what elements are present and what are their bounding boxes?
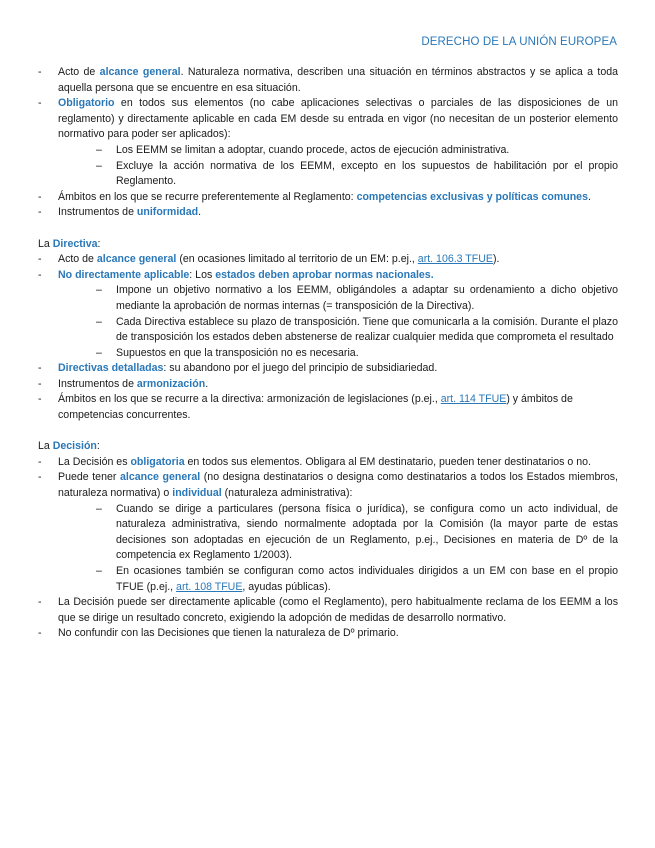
link-art-114-tfue[interactable]: art. 114 TFUE <box>440 393 507 406</box>
list-item: - No directamente aplicable: Los estados deben aprobar normas nacionales. – Impone un objetivo normativo a los EEMM, obligándoles a adaptar su ordenamiento a dicho objetivo mediante la aprobación de normas internas (= transposición de la Directiva). – Cada Directiva establece su plazo de transposición. Tiene que comunicarla a la comisión. Durante el plazo de transposición los estados deben abstenerse de realizar cualquier medida que comprometa el resultado – Supuestos en que la transposición no es necesaria. <box>38 268 618 362</box>
document-body <box>38 65 618 642</box>
sub-list <box>38 143 618 190</box>
list-item: - Ámbitos en los que se recurre a la directiva: armonización de legislaciones (p.ej., art. 114 TFUE) y ámbitos de competencias concurrentes. <box>38 392 618 423</box>
list-item: - Acto de alcance general. Naturaleza normativa, describen una situación en términos abstractos y se aplica a toda aquella persona que se encuentre en esa situación. <box>38 65 618 96</box>
list-item: - La Decisión puede ser directamente aplicable (como el Reglamento), pero habitualmente reclama de los EEMM a los que se dirige un resultado concreto, exigiendo la adopción de medidas de desarrollo normativo. <box>38 595 618 626</box>
link-art-108-tfue[interactable]: art. 108 TFUE <box>176 580 243 593</box>
decision-list <box>38 455 618 642</box>
page-header-title: DERECHO DE LA UNIÓN EUROPEA <box>421 36 617 48</box>
list-item: - Acto de alcance general (en ocasiones limitado al territorio de un EM: p.ej., art. 106.3 TFUE). <box>38 252 618 268</box>
section-title-decision: La Decisión: <box>38 440 100 453</box>
section-title-directiva: La Directiva: <box>38 237 101 250</box>
list-item: - Instrumentos de armonización. <box>38 377 618 393</box>
sub-list <box>38 283 618 361</box>
directiva-list <box>38 252 618 424</box>
list-item: - Puede tener alcance general (no designa destinatarios o designa como destinatarios a todos los Estados miembros, naturaleza normativa) o individual (naturaleza administrativa): – Cuando se dirige a particulares (persona física o jurídica), se configura como un acto individual, de naturaleza administrativa, siendo normalmente adoptada por la Comisión (la mayor parte de estas decisiones son adoptadas en ejecución de un Reglamento, p.ej., Decisiones en materia de Dº de la competencia ex Reglamento 1/2003). – En ocasiones también se configuran como actos individuales dirigidos a un EM con base en el propio TFUE (p.ej., art. 108 TFUE, ayudas públicas). <box>38 470 618 595</box>
list-item: - Instrumentos de uniformidad. <box>38 205 618 221</box>
list-item: - Obligatorio en todos sus elementos (no cabe aplicaciones selectivas o parciales de las disposiciones de un reglamento) y directamente aplicable en cada EM desde su entrada en vigor (no necesitan de un posterior elemento normativo para poder ser aplicados): – Los EEMM se limitan a adoptar, cuando procede, actos de ejecución administrativa. – Excluye la acción normativa de los EEMM, excepto en los supuestos de habilitación por el propio Reglamento. <box>38 96 618 190</box>
sub-list-item: – Cada Directiva establece su plazo de transposición. Tiene que comunicarla a la comisión. Durante el plazo de transposición los estados deben abstenerse de realizar cualquier medida que comprometa el resultado <box>96 315 618 346</box>
link-art-106-3-tfue[interactable]: art. 106.3 TFUE <box>417 253 493 266</box>
reglamento-list <box>38 65 618 221</box>
sub-list <box>38 502 618 596</box>
list-item: - No confundir con las Decisiones que tienen la naturaleza de Dº primario. <box>38 626 618 642</box>
list-item: - Directivas detalladas: su abandono por el juego del principio de subsidiariedad. <box>38 361 618 377</box>
list-item: - Ámbitos en los que se recurre preferentemente al Reglamento: competencias exclusivas y políticas comunes. <box>38 190 618 206</box>
sub-list-item: – En ocasiones también se configuran como actos individuales dirigidos a un EM con base en el propio TFUE (p.ej., art. 108 TFUE, ayudas públicas). <box>96 564 618 595</box>
sub-list-item: – Supuestos en que la transposición no es necesaria. <box>96 346 618 362</box>
sub-list-item: – Excluye la acción normativa de los EEMM, excepto en los supuestos de habilitación por el propio Reglamento. <box>96 159 618 190</box>
list-item: - La Decisión es obligatoria en todos sus elementos. Obligara al EM destinatario, pueden tener destinatarios o no. <box>38 455 618 471</box>
sub-list-item: – Cuando se dirige a particulares (persona física o jurídica), se configura como un acto individual, de naturaleza administrativa, siendo normalmente adoptada por la Comisión (la mayor parte de estas decisiones son adoptadas en ejecución de un Reglamento, p.ej., Decisiones en materia de Dº de la competencia ex Reglamento 1/2003). <box>96 502 618 564</box>
sub-list-item: – Los EEMM se limitan a adoptar, cuando procede, actos de ejecución administrativa. <box>96 143 618 159</box>
sub-list-item: – Impone un objetivo normativo a los EEMM, obligándoles a adaptar su ordenamiento a dicho objetivo mediante la aprobación de normas internas (= transposición de la Directiva). <box>96 283 618 314</box>
